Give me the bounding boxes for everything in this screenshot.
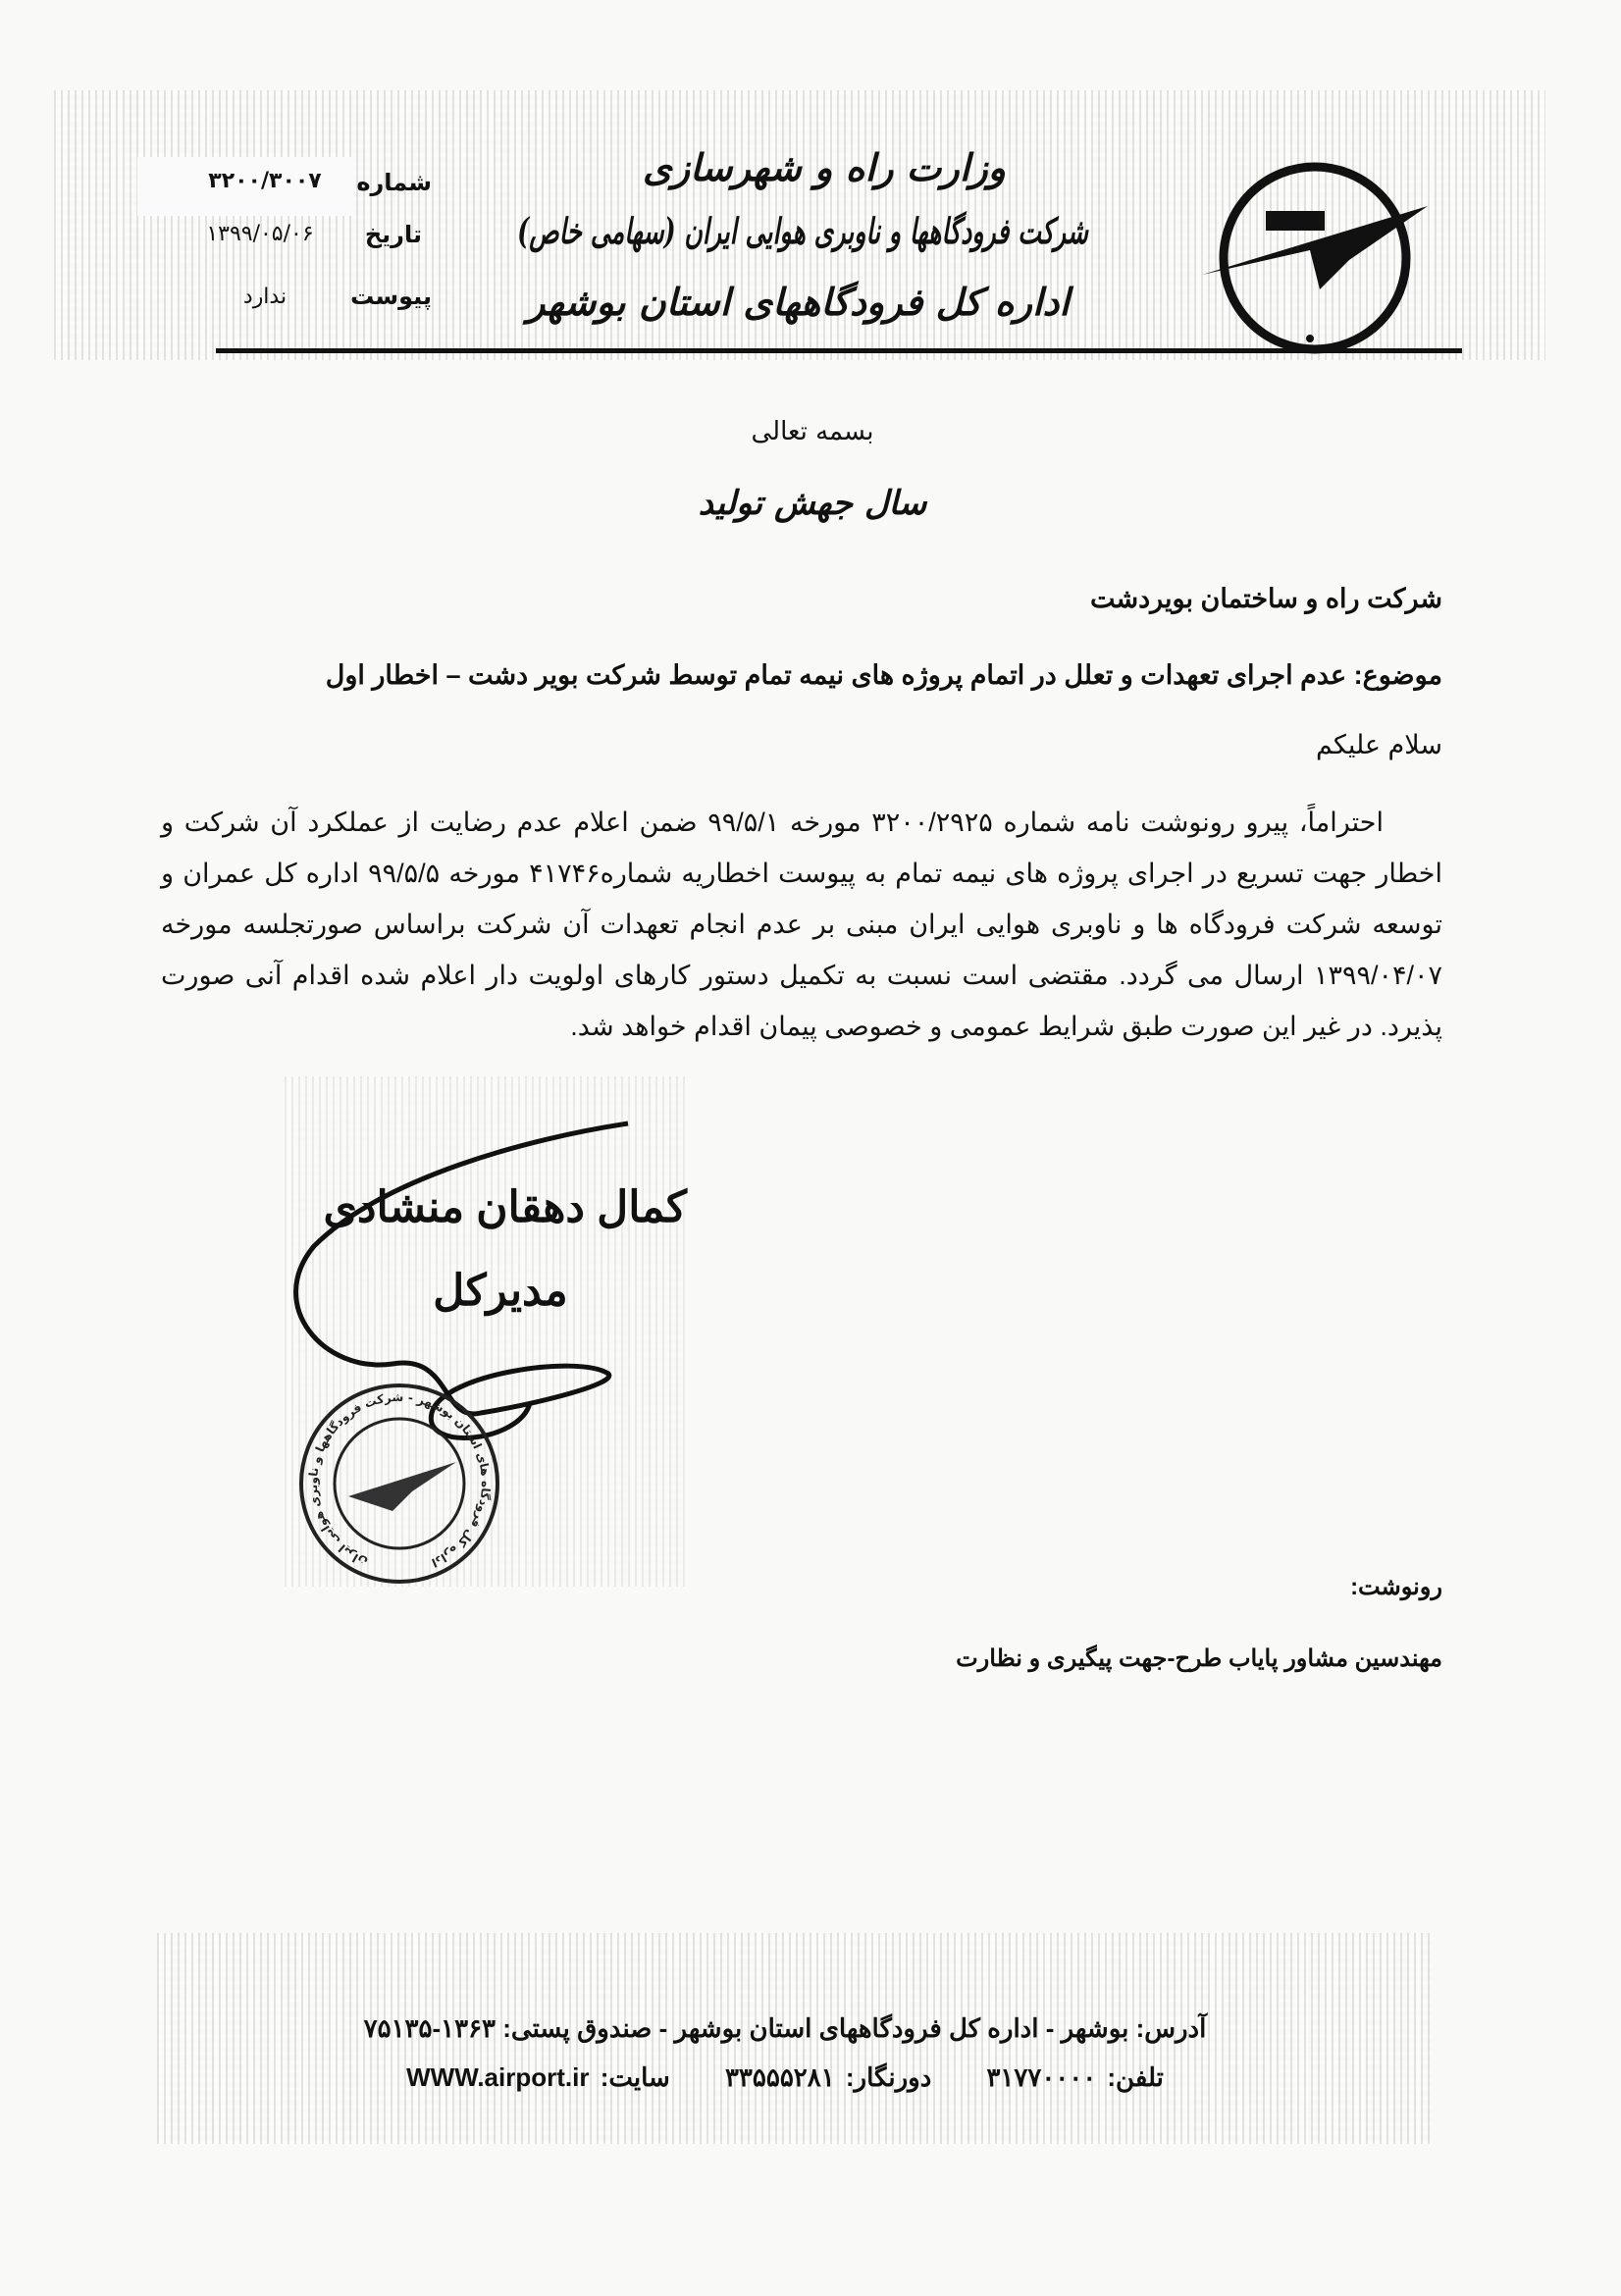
cc-item: مهندسین مشاور پایاب طرح-جهت پیگیری و نظارت [956,1645,1442,1672]
year-motto: سال جهش تولید [698,484,927,523]
cc-label: رونوشت: [1350,1574,1442,1600]
airport-logo [1202,152,1428,358]
subject: موضوع: عدم اجرای تعهدات و تعلل در اتمام پروژه های نیمه تمام توسط شرکت بویر دشت – اخطار اول [325,660,1442,690]
footer-phone: تلفن: ۳۱۷۷۰۰۰۰ [986,2062,1164,2092]
number-label: شماره [356,169,432,196]
company-name: شرکت فرودگاهها و ناوبری هوایی ایران (سهامی خاص) [517,211,1088,252]
footer-contacts [294,2062,1276,2093]
signatory-name: کمال دهقان منشادی [323,1183,687,1231]
ministry-name: وزارت راه و شهرسازی [642,145,1007,189]
footer-fax: دورنگار: ۳۳۵۵۵۲۸۱ [724,2062,932,2092]
recipient: شرکت راه و ساختمان بویردشت [1089,584,1442,613]
invocation: بسمه تعالی [751,417,874,446]
date-label: تاریخ [364,221,422,248]
header-divider [216,348,1462,353]
seal-text: اداره کل فرودگاه های استان بوشهر - شرکت فرودگاهها و ناوبری هوایی ایران [305,1389,494,1570]
letter-number: ۳۲۰۰/۳۰۰۷ [208,169,322,193]
letter-body: احتراماً، پیرو رونوشت نامه شماره ۳۲۰۰/۲۹۲۵ مورخه ۹۹/۵/۱ ضمن اعلام عدم رضایت از عملکرد آن شرکت و اخطار جهت تسریع در اجرای پروژه های نیمه تمام به پیوست اخطاریه شماره۴۱۷۴۶ مورخه ۹۹/۵/۵ اداره کل عمران و توسعه شرکت فرودگاه ها و ناوبری هوایی ایران مبنی بر عدم انجام تعهدات آن شرکت براساس صورتجلسه مورخه ۱۳۹۹/۰۴/۰۷ ارسال می گردد. مقتضی است نسبت به تکمیل دستور کارهای اولویت دار اعلام شده اقدام آنی صورت پذیرد. در غیر این صورت طبق شرایط عمومی و خصوصی پیمان اقدام خواهد شد. [161,808,1442,1041]
signatory-title: مدیرکل [433,1267,568,1315]
greeting: سلام علیکم [1315,730,1442,759]
footer-address: آدرس: بوشهر - اداره کل فرودگاههای استان بوشهر - صندوق پستی: ۱۳۶۳-۷۵۱۳۵ [363,2013,1207,2043]
official-seal [294,1379,505,1590]
letter-date: ۱۳۹۹/۰۵/۰۶ [206,222,314,246]
attachment-label: پیوست [350,283,432,310]
attachment-value: ندارد [242,285,288,309]
office-name: اداره کل فرودگاههای استان بوشهر [527,280,1070,324]
footer-website: سایت: WWW.airport.ir [406,2062,670,2092]
